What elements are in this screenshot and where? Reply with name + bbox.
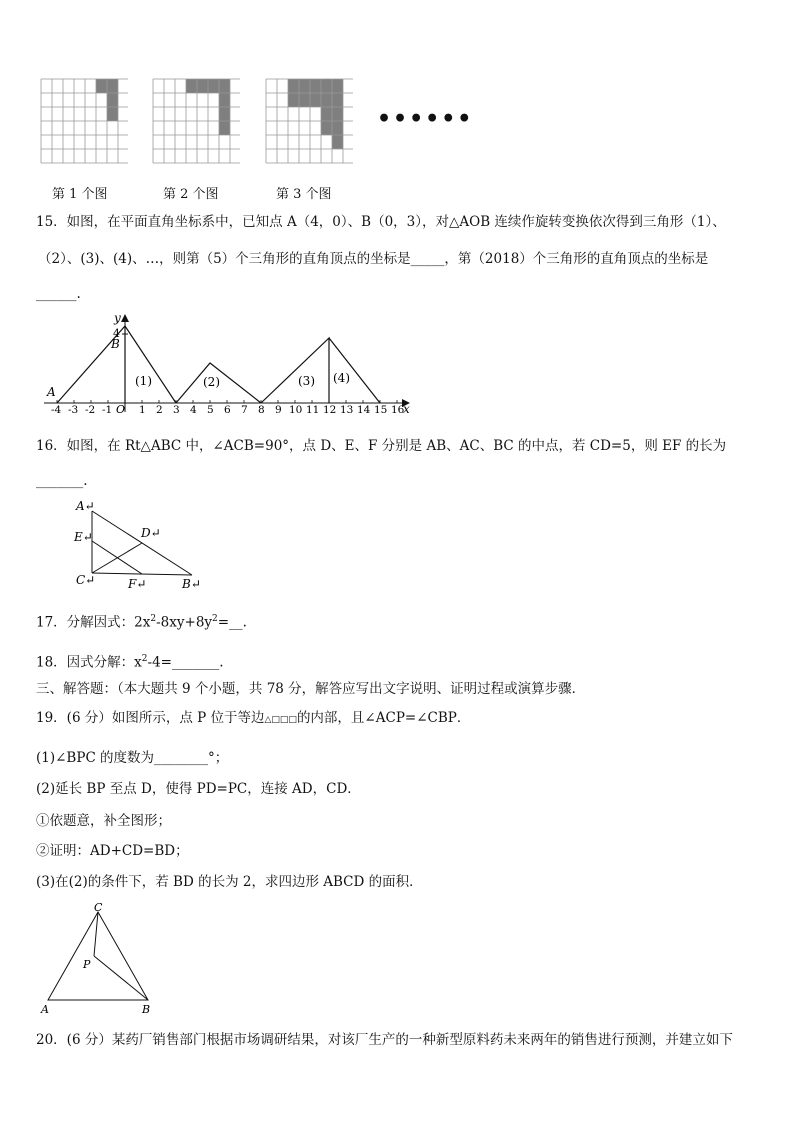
graph-x-axis-label: x [403, 402, 410, 416]
caption-figure-1: 第 1 个图 [52, 187, 108, 202]
shaded-cell [107, 93, 118, 107]
x-tick-label: 1 [139, 404, 146, 416]
shaded-cell [219, 79, 230, 93]
q19-part-2a: ①依题意，补全图形； [36, 813, 171, 829]
q16-label-c: C↵ [76, 573, 96, 587]
section-3-heading: 三、解答题：（本大题共 9 个小题，共 78 分，解答应写出文字说明、证明过程或演算步骤． [36, 681, 586, 697]
shaded-cell [321, 79, 332, 93]
shaded-cell [107, 107, 118, 121]
q19-missing-glyphs: □□□ [271, 715, 297, 725]
x-tick-label: 8 [258, 404, 265, 416]
q16-triangle-figure [70, 496, 210, 591]
shaded-cell [288, 93, 299, 107]
x-tick-label: 16 [391, 404, 405, 416]
shaded-cell [332, 107, 343, 121]
q15-line-3: ______. [36, 286, 81, 302]
pattern-figure-2 [152, 78, 240, 166]
x-tick-label: 3 [173, 404, 180, 416]
shaded-cell [332, 93, 343, 107]
shaded-cell [299, 93, 310, 107]
x-tick-label: 12 [323, 404, 337, 416]
x-tick-label: 11 [306, 404, 320, 416]
graph-tri-label-4: (4) [333, 371, 350, 385]
shaded-cell [219, 121, 230, 135]
q17-suffix: =__. [217, 614, 247, 631]
pattern-figure-1 [40, 78, 128, 166]
x-tick-label: -3 [68, 404, 79, 416]
q19-line-1-a: 19．(6 分）如图所示，点 P 位于等边 [36, 710, 265, 726]
q20-line-1: 20．(6 分）某药厂销售部门根据市场调研结果，对该厂生产的一种新型原料药未来两年的销售进行预测，并建立如下 [36, 1032, 733, 1048]
q18-sup: 2 [141, 654, 148, 664]
q19-equilateral-figure [36, 900, 166, 1018]
q15-coordinate-graph [36, 312, 411, 420]
pattern-figure-3 [265, 78, 353, 166]
x-tick-label: 5 [207, 404, 214, 416]
q19-triangle-symbol: △ [264, 715, 272, 725]
q19-label-p: P [83, 958, 91, 971]
shaded-cell [310, 79, 321, 93]
graph-origin: O [116, 403, 126, 416]
graph-point-b: B [111, 337, 120, 351]
shaded-cell [332, 79, 343, 93]
ellipsis: •••••• [377, 106, 474, 132]
graph-y-axis-label: y [114, 312, 121, 325]
shaded-cell [321, 107, 332, 121]
q16-label-e: E↵ [74, 530, 93, 544]
q15-line-1: 15．如图，在平面直角坐标系中，已知点 A（4，0）、B（0，3），对△AOB 连续作旋转变换依次得到三角形（1）、 [36, 214, 726, 230]
q17-mid: -8xy+8y [156, 614, 213, 631]
x-tick-label: -1 [102, 404, 113, 416]
q19-line-1-b: 的内部，且∠ACP=∠CBP． [296, 710, 471, 726]
q19-label-c: C [94, 901, 103, 914]
graph-tri-label-1: (1) [135, 374, 152, 388]
q16-label-a: A↵ [76, 499, 95, 513]
x-tick-label: 2 [156, 404, 163, 416]
x-tick-label: 14 [357, 404, 371, 416]
x-tick-label: 9 [275, 404, 282, 416]
shaded-cell [321, 121, 332, 135]
q16-label-f: F↵ [128, 577, 147, 591]
x-tick-label: -4 [51, 404, 62, 416]
x-tick-label: 10 [289, 404, 303, 416]
shaded-cell [332, 121, 343, 135]
shaded-cell [107, 79, 118, 93]
graph-tri-label-2: (2) [203, 375, 220, 389]
x-tick-label: 4 [190, 404, 197, 416]
q15-line-2: （2）、(3)、(4)、…，则第（5）个三角形的直角顶点的坐标是_____，第（2018）个三角形的直角顶点的坐标是 [38, 251, 709, 267]
q19-label-a: A [41, 1003, 49, 1016]
graph-tri-label-3: (3) [298, 374, 315, 388]
caption-figure-3: 第 3 个图 [276, 187, 332, 202]
q19-line-1 [36, 709, 470, 729]
q17-prefix: 17．分解因式：2x [36, 614, 151, 631]
caption-figure-2: 第 2 个图 [163, 187, 219, 202]
q19-part-2b: ②证明：AD+CD=BD； [36, 843, 189, 859]
graph-tick-4: 4 [113, 327, 120, 340]
q17-sup-2: 2 [212, 614, 218, 624]
shaded-cell [310, 93, 321, 107]
q19-part-3: (3)在(2)的条件下，若 BD 的长为 2，求四边形 ABCD 的面积． [36, 874, 423, 890]
q16-label-d: D↵ [141, 526, 161, 540]
q19-part-2: (2)延长 BP 至点 D，使得 PD=PC，连接 AD，CD． [36, 781, 361, 797]
q16-label-b: B↵ [182, 577, 201, 591]
x-tick-label: 13 [340, 404, 354, 416]
shaded-cell [219, 93, 230, 107]
x-tick-label: -2 [85, 404, 96, 416]
x-tick-label: 15 [374, 404, 388, 416]
graph-point-a: A [47, 385, 56, 399]
x-tick-label: 7 [241, 404, 248, 416]
shaded-cell [208, 79, 219, 93]
shaded-cell [219, 107, 230, 121]
q17-sup-1: 2 [150, 614, 157, 624]
shaded-cell [321, 93, 332, 107]
shaded-cell [288, 79, 299, 93]
x-tick-label: 6 [224, 404, 231, 416]
q16-line-2: _______. [36, 473, 88, 489]
q16-line-1: 16．如图，在 Rt△ABC 中，∠ACB=90°，点 D、E、F 分别是 AB、AC、BC 的中点，若 CD=5，则 EF 的长为 [36, 438, 727, 454]
shaded-cell [299, 79, 310, 93]
shaded-cell [197, 79, 208, 93]
q18-prefix: 18．因式分解：x [36, 654, 142, 671]
q18-suffix: -4=_______. [147, 654, 224, 671]
q19-part-1: (1)∠BPC 的度数为________°； [36, 750, 229, 766]
shaded-cell [186, 79, 197, 93]
q17-line [36, 610, 247, 632]
shaded-cell [96, 79, 107, 93]
q18-line [36, 650, 224, 672]
q19-label-b: B [142, 1003, 151, 1016]
shaded-cell [332, 135, 343, 149]
